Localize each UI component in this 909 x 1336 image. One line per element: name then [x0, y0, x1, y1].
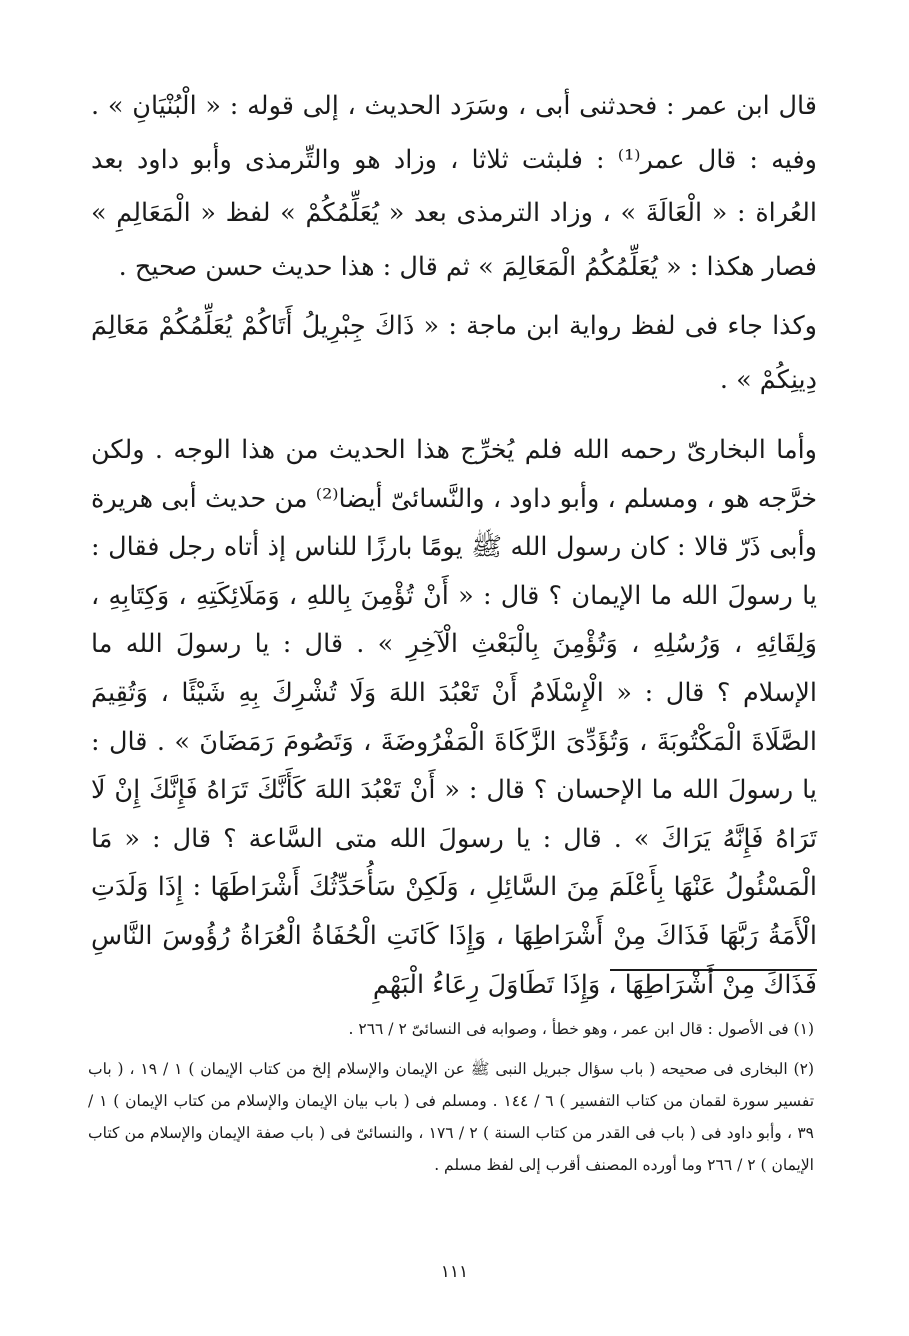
paragraph-ibn-umar: قال ابن عمر : فحدثنى أبى ، وسَرَد الحديث ، إلى قوله : « الْبُنْيَانِ » . وفيه : قال عمر⁽¹⁾ : فلبثت ثلاثا ، وزاد هو والتِّرمذى وأبو داود بعد العُراة : « الْعَالَةَ » ، وزاد الترمذى بعد « يُعَلِّمُكُمْ » لفظ « الْمَعَالِمِ » فصار هكذا : « يُعَلِّمُكُمُ الْمَعَالِمَ » ثم قال : هذا حديث حسن صحيح . [91, 91, 817, 282]
footnote-separator [610, 969, 817, 971]
paragraph-ibn-majah: وكذا جاء فى لفظ رواية ابن ماجة : « ذَاكَ جِبْرِيلُ أَتَاكُمْ يُعَلِّمُكُمْ مَعَالِمَ دِينِكُمْ » . [91, 311, 817, 395]
paragraph-bukhari-hadith: وأما البخارىّ رحمه الله فلم يُخرِّج هذا الحديث من هذا الوجه . ولكن خرَّجه هو ، ومسلم ، وأبو داود ، والنَّسائىّ أيضا⁽²⁾ من حديث أبى هريرة وأبى ذَرّ قالا : كان رسول الله ﷺ يومًا بارزًا للناس إذ أتاه رجل فقال : يا رسولَ الله ما الإيمان ؟ قال : « أَنْ تُؤْمِنَ بِاللهِ ، وَمَلَائِكَتِهِ ، وَكِتَابِهِ ، وَلِقَائِهِ ، وَرُسُلِهِ ، وَتُؤْمِنَ بِالْبَعْثِ الْآخِرِ » . قال : يا رسولَ الله ما الإسلام ؟ قال : « الْإِسْلَامُ أَنْ تَعْبُدَ اللهَ وَلَا تُشْرِكَ بِهِ شَيْئًا ، وَتُقِيمَ الصَّلَاةَ الْمَكْتُوبَةَ ، وَتُؤَدِّىَ الزَّكَاةَ الْمَفْرُوضَةَ ، وَتَصُومَ رَمَضَانَ » . قال : يا رسولَ الله ما الإحسان ؟ قال : « أَنْ تَعْبُدَ اللهَ كَأَنَّكَ تَرَاهُ فَإِنَّكَ إِنْ لَا تَرَاهُ فَإِنَّهُ يَرَاكَ » . قال : يا رسولَ الله متى السَّاعة ؟ قال : « مَا الْمَسْئُولُ عَنْهَا بِأَعْلَمَ مِنَ السَّائِلِ ، وَلَكِنْ سَأُحَدِّثُكَ أَشْرَاطَهَا : إِذَا وَلَدَتِ الْأَمَةُ رَبَّهَا فَذَاكَ مِنْ أَشْرَاطِهَا ، وَإِذَا كَانَتِ الْحُفَاةُ الْعُرَاةُ رُؤُوسَ النَّاسِ فَذَاكَ مِنْ أَشْرَاطِهَا ، وَإِذَا تَطَاوَلَ رِعَاءُ الْبَهْمِ [91, 435, 817, 1000]
footnote-1: (١) فى الأصول : قال ابن عمر ، وهو خطأ ، وصوابه فى النسائىّ ٢ / ٢٦٦ . [348, 1020, 814, 1038]
footnote-2: (٢) البخارى فى صحيحه ( باب سؤال جبريل النبى ﷺ عن الإيمان والإسلام إلخ من كتاب الإيمان ) ١ / ١٩ ، ( باب تفسير سورة لقمان من كتاب التفسير ) ٦ / ١٤٤ . ومسلم فى ( باب بيان الإيمان والإسلام من كتاب الإيمان ) ١ / ٣٩ ، وأبو داود فى ( باب فى القدر من كتاب السنة ) ٢ / ١٧٦ ، والنسائىّ فى ( باب صفة الإيمان والإسلام من كتاب الإيمان ) ٢ / ٢٦٦ وما أورده المصنف أقرب إلى لفظ مسلم . [88, 1060, 815, 1174]
footnotes [88, 1013, 814, 1181]
page-number: ١١١ [440, 1262, 469, 1282]
